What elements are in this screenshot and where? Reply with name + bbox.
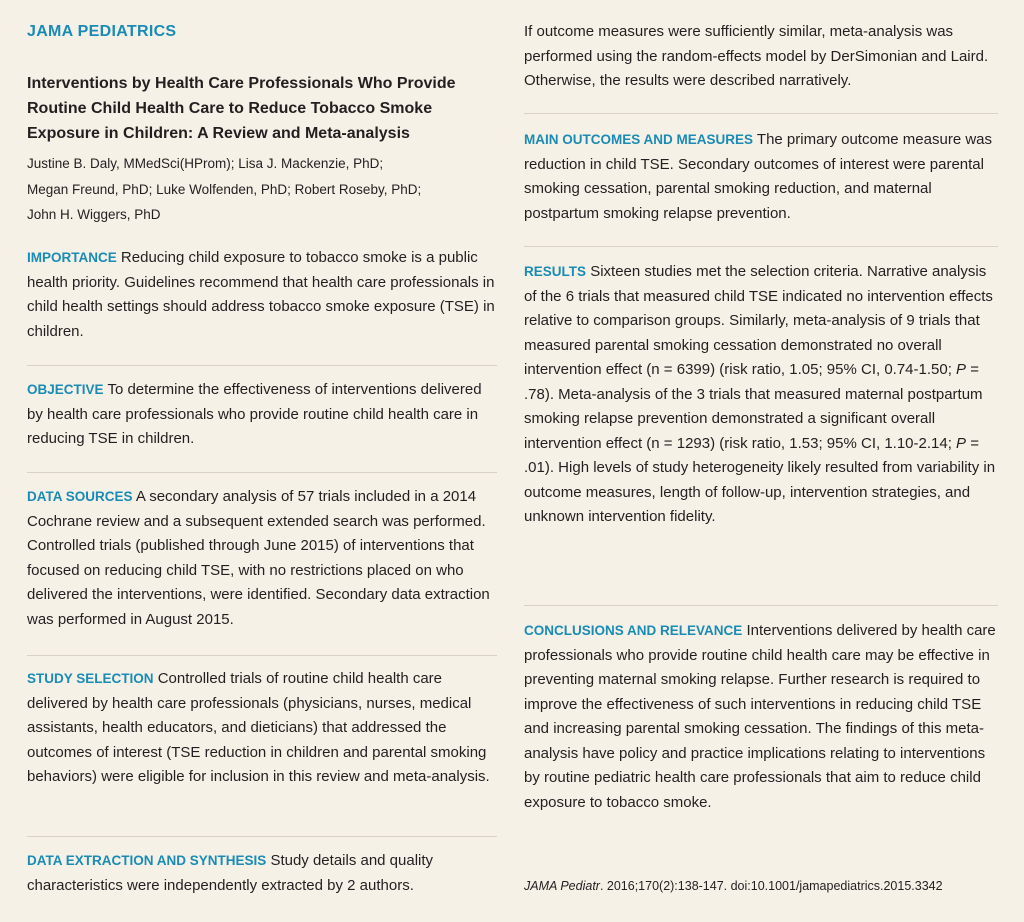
main-outcomes-heading: MAIN OUTCOMES AND MEASURES	[524, 132, 754, 147]
p-value-label: P	[956, 434, 967, 452]
data-sources-section	[27, 485, 497, 632]
article-title: Interventions by Health Care Professionals Who Provide Routine Child Health Care to Reduce Tobacco Smoke Exposure in Children: A Review and Meta-analysis	[27, 75, 456, 142]
citation-journal: JAMA Pediatr	[524, 879, 600, 893]
results-section	[524, 260, 998, 530]
conclusions-text: Interventions delivered by health care professionals who provide routine child health care may be effective in preventing maternal smoking relapse. Further research is required to improve the effectiveness of such interventions in reducing child TSE and increasing parental smoking cessation. The findings of this meta-analysis have policy and practice implications relating to interventions by routine pediatric health care professionals that aim to reduce child exposure to tobacco smoke.	[524, 622, 996, 811]
study-selection-section	[27, 667, 497, 790]
conclusions-heading: CONCLUSIONS AND RELEVANCE	[524, 623, 743, 638]
results-text: = .78). Meta-analysis of the 3 trials that measured maternal postpartum smoking relapse prevention demonstrated a significant overall intervention effect (n = 1293) (risk ratio, 1.53; 95% CI, 1.10-2.14;	[524, 361, 983, 452]
section-divider	[524, 246, 998, 247]
results-heading: RESULTS	[524, 264, 587, 279]
results-text: Sixteen studies met the selection criteria. Narrative analysis of the 6 trials that measured child TSE indicated no intervention effects relative to comparison groups. Similarly, meta-analysis of 9 trials that measured parental smoking cessation demonstrated no overall intervention effect (n = 6399) (risk ratio, 1.05; 95% CI, 0.74-1.50;	[524, 263, 993, 378]
main-outcomes-text: The primary outcome measure was reduction in child TSE. Secondary outcomes of interest were parental smoking cessation, parental smoking reduction, and maternal postpartum smoking relapse prevention.	[524, 131, 993, 222]
data-sources-heading: DATA SOURCES	[27, 489, 133, 504]
journal-name: JAMA PEDIATRICS	[27, 23, 177, 40]
section-divider	[27, 836, 497, 837]
author-line: Justine B. Daly, MMedSci(HProm); Lisa J. Mackenzie, PhD;	[27, 156, 384, 171]
section-divider	[524, 605, 998, 606]
data-extraction-continuation: If outcome measures were sufficiently similar, meta-analysis was performed using the random-effects model by DerSimonian and Laird. Otherwise, the results were described narratively.	[524, 23, 989, 89]
author-line: John H. Wiggers, PhD	[27, 207, 161, 222]
section-divider	[27, 472, 497, 473]
objective-heading: OBJECTIVE	[27, 382, 104, 397]
conclusions-section	[524, 619, 998, 815]
author-line: Megan Freund, PhD; Luke Wolfenden, PhD; Robert Roseby, PhD;	[27, 181, 422, 197]
data-extraction-heading: DATA EXTRACTION AND SYNTHESIS	[27, 853, 267, 868]
data-extraction-text: Study details and quality characteristics were independently extracted by 2 authors.	[27, 852, 434, 894]
citation	[524, 879, 998, 893]
main-outcomes-section	[524, 128, 998, 226]
section-divider	[524, 113, 998, 114]
citation-details: . 2016;170(2):138-147. doi:10.1001/jamapediatrics.2015.3342	[599, 879, 943, 893]
author-list	[27, 151, 492, 228]
objective-section	[27, 378, 497, 452]
importance-section	[27, 246, 497, 344]
data-sources-text: A secondary analysis of 57 trials included in a 2014 Cochrane review and a subsequent extended search was performed. Controlled trials (published through June 2015) of interventions that focused on reducing child TSE, with no restrictions placed on who delivered the interventions, were identified. Secondary data extraction was performed in August 2015.	[27, 488, 490, 628]
importance-heading: IMPORTANCE	[27, 250, 117, 265]
data-extraction-section	[27, 849, 497, 898]
objective-text: To determine the effectiveness of interventions delivered by health care professionals who provide routine child health care in reducing TSE in children.	[27, 381, 482, 447]
study-selection-text: Controlled trials of routine child health care delivered by health care professionals (physicians, nurses, medical assistants, health educators, and dieticians) that addressed the outcomes of interest (TSE reduction in children and parental smoking behaviors) were eligible for inclusion in this review and meta-analysis.	[27, 670, 490, 785]
section-divider	[27, 655, 497, 656]
importance-text: Reducing child exposure to tobacco smoke is a public health priority. Guidelines recommend that health care professionals in child health settings should address tobacco smoke exposure (TSE) in children.	[27, 249, 495, 340]
section-divider	[27, 365, 497, 366]
study-selection-heading: STUDY SELECTION	[27, 671, 154, 686]
results-text: = .01). High levels of study heterogeneity likely resulted from variability in outcome measures, length of follow-up, intervention strategies, and unknown intervention fidelity.	[524, 434, 996, 525]
p-value-label: P	[956, 361, 967, 378]
